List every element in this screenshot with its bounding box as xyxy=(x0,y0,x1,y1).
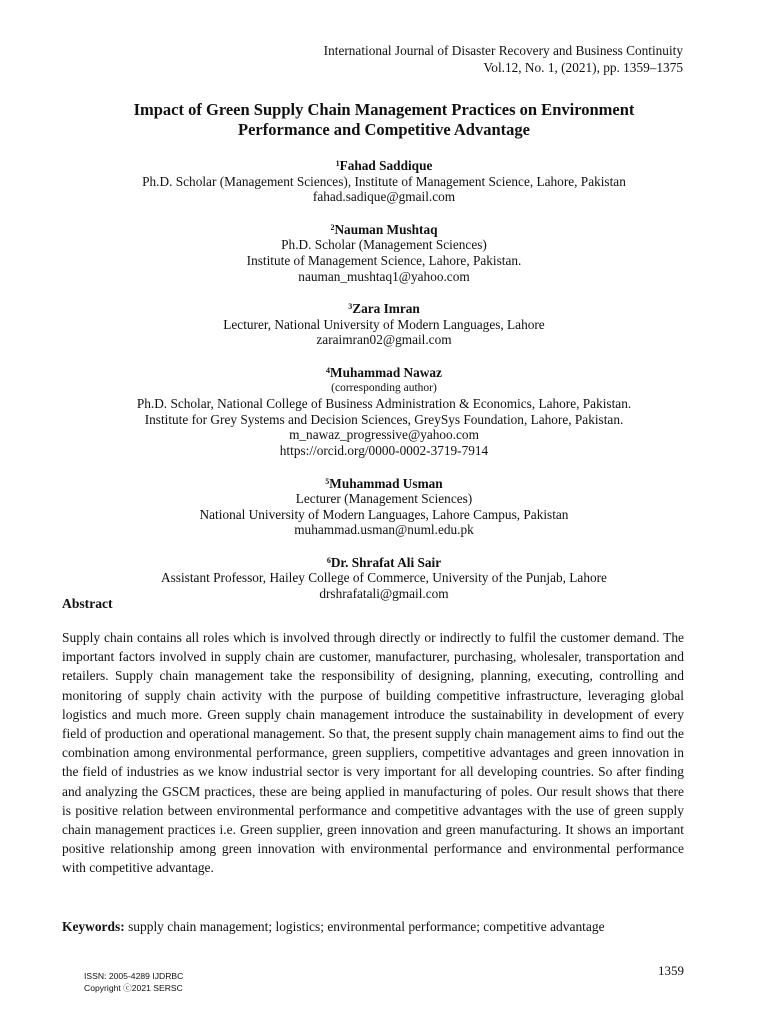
journal-name: International Journal of Disaster Recovery and Business Continuity xyxy=(323,43,683,58)
journal-header xyxy=(324,42,683,76)
author-name xyxy=(40,474,728,492)
author-number: 3 xyxy=(348,302,353,312)
paper-title xyxy=(62,100,706,140)
author-block xyxy=(40,474,728,538)
author-name xyxy=(40,156,728,174)
title-line-2: Performance and Competitive Advantage xyxy=(238,120,530,139)
author-affiliation-line: Ph.D. Scholar (Management Sciences) xyxy=(281,237,487,253)
author-affiliation-line: https://orcid.org/0000-0002-3719-7914 xyxy=(279,442,489,458)
author-block xyxy=(40,299,728,348)
volume-info: Vol.12, No. 1, (2021), pp. 1359–1375 xyxy=(483,60,683,75)
author-number: 4 xyxy=(326,365,331,375)
author-name xyxy=(40,220,728,238)
author-affiliation-line: nauman_mushtaq1@yahoo.com xyxy=(298,268,470,284)
author-name xyxy=(40,363,728,381)
author-name-text: Nauman Mushtaq xyxy=(334,221,438,237)
author-affiliation-line: Institute of Management Science, Lahore, Pakistan. xyxy=(246,252,522,268)
author-number: 5 xyxy=(325,476,330,486)
keywords-text: supply chain management; logistics; environmental performance; competitive advantage xyxy=(124,919,605,934)
title-line-1: Impact of Green Supply Chain Management Practices on Environment xyxy=(133,100,635,119)
author-affiliation-line: National University of Modern Languages, Lahore Campus, Pakistan xyxy=(199,506,569,522)
author-affiliation-line: Lecturer, National University of Modern Languages, Lahore xyxy=(223,316,545,332)
author-block xyxy=(40,220,728,284)
author-block xyxy=(40,156,728,205)
author-number: 2 xyxy=(330,222,335,232)
author-affiliation-line: muhammad.usman@numl.edu.pk xyxy=(294,522,474,538)
author-name-text: Dr. Shrafat Ali Sair xyxy=(330,554,442,570)
author-affiliation-line: Institute for Grey Systems and Decision Sciences, GreySys Foundation, Lahore, Pakistan. xyxy=(144,411,624,427)
author-name xyxy=(40,553,728,571)
author-number: 6 xyxy=(326,555,331,565)
author-affiliation-line: drshrafatali@gmail.com xyxy=(319,586,449,602)
abstract-heading: Abstract xyxy=(62,596,113,611)
author-affiliation-line: zaraimran02@gmail.com xyxy=(316,332,452,348)
author-affiliation-line: Assistant Professor, Hailey College of Commerce, University of the Punjab, Lahore xyxy=(161,570,607,586)
issn: ISSN: 2005-4289 IJDRBC xyxy=(84,971,184,981)
author-block xyxy=(40,553,728,602)
keywords xyxy=(62,917,684,936)
author-name-text: Zara Imran xyxy=(352,301,420,317)
author-note: (corresponding author) xyxy=(331,381,437,394)
keywords-label: Keywords: xyxy=(62,919,125,934)
author-name-text: Muhammad Nawaz xyxy=(330,364,442,380)
abstract-text: Supply chain contains all roles which is involved through directly or indirectly to fulfil the customer demand. The important factors involved in supply chain are customer, manufacturer, purchasing, wholesaler, transportation and retailers. Supply chain management take the responsibility of designing, planning, executing, controlling and monitoring of supply chain activity with the purpose of building competitive infrastructure, leveraging global logistics and much more. Green supply chain management introduce the sustainability in development of every field of production and operational management. So that, the present supply chain management aims to find out the combination among environmental performance, green suppliers, competitive advantages and green innovation in the field of industries as we know industrial sector is very important for all developing countries. So after finding and analyzing the GSCM practices, these are being applied in manufacturing of poles. Our result shows that there is positive relation between environmental performance and competitive advantages with the use of green supply chain management practices i.e. Green supplier, green innovation and green manufacturing. It shows an important positive relationship among green innovation with environmental performance and environmental performance with competitive advantage. xyxy=(62,630,684,876)
author-name-text: Muhammad Usman xyxy=(329,475,443,491)
author-number: 1 xyxy=(335,159,340,168)
copyright: Copyright ⓒ2021 SERSC xyxy=(84,983,183,993)
author-name-text: Fahad Saddique xyxy=(339,158,433,173)
author-list xyxy=(40,156,728,617)
author-block xyxy=(40,363,728,459)
page-number: 1359 xyxy=(658,963,684,978)
author-name xyxy=(40,299,728,317)
author-affiliation-line: fahad.sadique@gmail.com xyxy=(312,189,456,205)
author-affiliation-line: Ph.D. Scholar (Management Sciences), Institute of Management Science, Lahore, Pakistan xyxy=(142,173,626,189)
author-affiliation-line: Ph.D. Scholar, National College of Business Administration & Economics, Lahore, Pakistan. xyxy=(136,396,632,412)
footer-info xyxy=(84,970,183,994)
author-affiliation-line: Lecturer (Management Sciences) xyxy=(295,491,473,507)
author-affiliation-line: m_nawaz_progressive@yahoo.com xyxy=(289,427,479,443)
